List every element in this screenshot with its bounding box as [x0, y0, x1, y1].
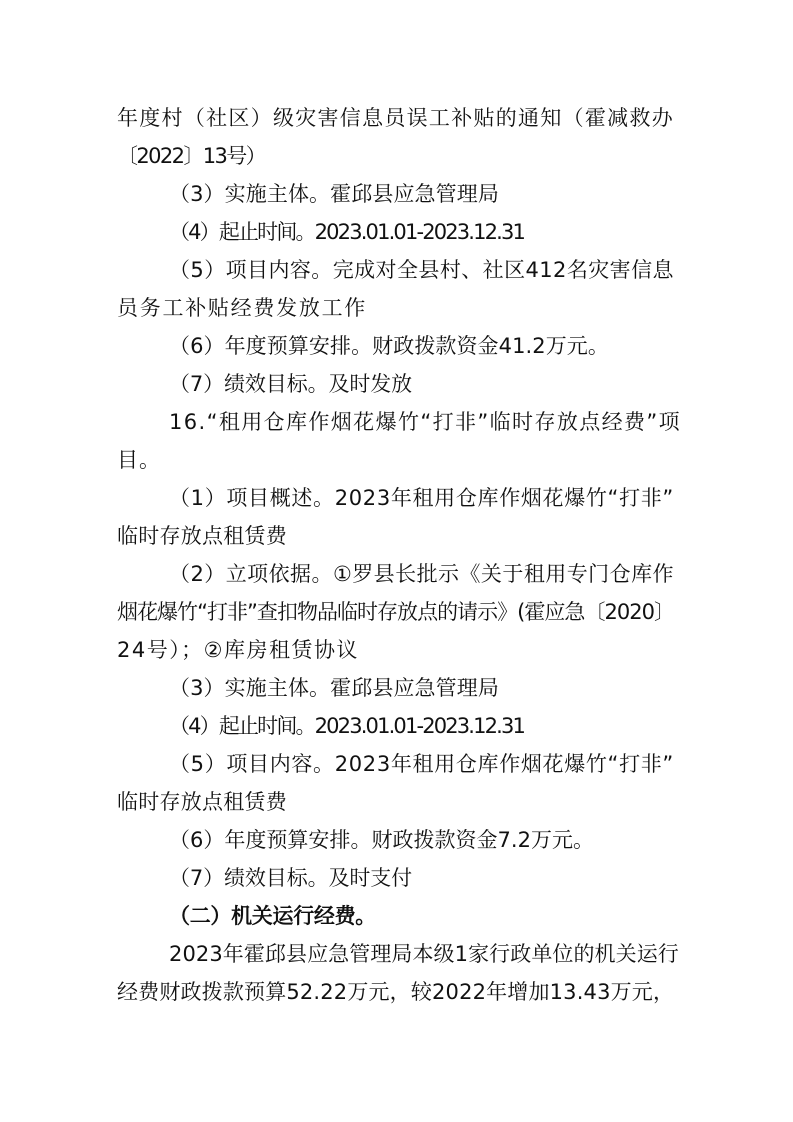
text-line: （7）绩效目标。及时发放: [169, 372, 413, 396]
text-line: 经费财政拨款预算52.22万元，较2022年增加13.43万元，: [117, 980, 675, 1004]
text-line: 烟花爆竹“打非”查扣物品临时存放点的请示》(霍应急〔2020〕: [117, 600, 675, 624]
text-line: 员务工补贴经费发放工作: [117, 296, 368, 320]
text-line: 目。: [117, 448, 161, 472]
text-line: （6）年度预算安排。财政拨款资金7.2万元。: [169, 828, 594, 852]
text-line: 16.“租用仓库作烟花爆竹“打非”临时存放点经费”项: [169, 410, 682, 434]
text-line: （3）实施主体。霍邱县应急管理局: [169, 182, 499, 206]
text-line: （5）项目内容。2023年租用仓库作烟花爆竹“打非”: [169, 752, 674, 776]
text-line: 24号）；②库房租赁协议: [117, 638, 359, 662]
text-line: （7）绩效目标。及时支付: [169, 866, 413, 890]
text-line: 2023年霍邱县应急管理局本级1家行政单位的机关运行: [169, 942, 679, 966]
text-line: （4）起止时间。2023.01.01-2023.12.31: [169, 714, 525, 738]
text-line: （3）实施主体。霍邱县应急管理局: [169, 676, 499, 700]
text-line: 〔2022〕13号）: [117, 144, 265, 168]
text-line: 临时存放点租赁费: [117, 524, 287, 548]
text-line: （6）年度预算安排。财政拨款资金41.2万元。: [169, 334, 609, 358]
text-line: （5）项目内容。完成对全县村、社区412名灾害信息: [169, 258, 674, 282]
text-line: （2）立项依据。①罗县长批示《关于租用专门仓库作: [169, 562, 674, 586]
text-line: 临时存放点租赁费: [117, 790, 287, 814]
text-line: 年度村（社区）级灾害信息员误工补贴的通知（霍减救办: [117, 106, 674, 130]
text-line: （1）项目概述。2023年租用仓库作烟花爆竹“打非”: [169, 486, 674, 510]
text-line: （4）起止时间。2023.01.01-2023.12.31: [169, 220, 525, 244]
section-heading: （二）机关运行经费。: [169, 904, 376, 928]
